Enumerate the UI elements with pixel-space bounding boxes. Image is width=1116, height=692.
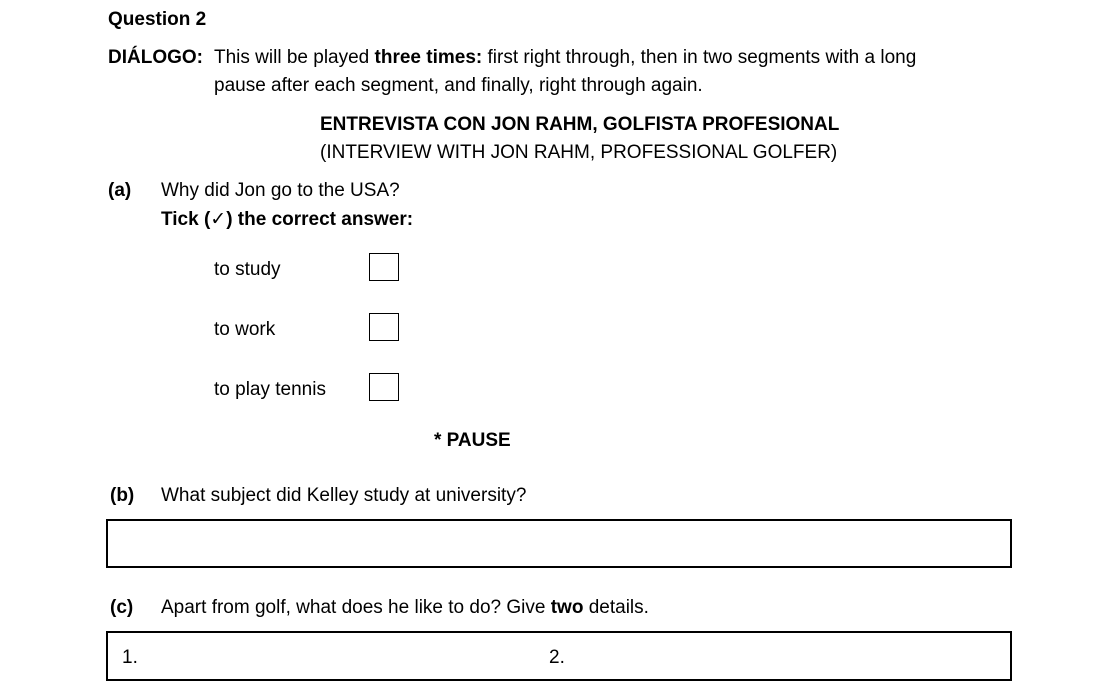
tick-icon: ✓ bbox=[210, 209, 227, 230]
part-c-question-bold: two bbox=[550, 597, 584, 618]
part-b-answer-box[interactable] bbox=[106, 519, 1012, 568]
part-c-question-b: details. bbox=[583, 597, 649, 618]
dialogo-instruction-line1 bbox=[214, 47, 916, 69]
option-label: to study bbox=[214, 259, 281, 280]
dialogo-text-b: first right through, then in two segments with a long bbox=[482, 47, 917, 68]
part-c-label: (c) bbox=[110, 597, 134, 618]
instruction-text-a: Tick ( bbox=[161, 209, 211, 230]
dialogo-text-a: This will be played bbox=[214, 47, 375, 68]
part-c-answer-box[interactable] bbox=[106, 631, 1012, 681]
part-a-instruction bbox=[161, 208, 413, 231]
answer-2-label: 2. bbox=[549, 647, 565, 668]
part-b-question: What subject did Kelley study at university? bbox=[161, 485, 527, 506]
part-a-label: (a) bbox=[108, 180, 132, 201]
pause-marker: * PAUSE bbox=[434, 430, 511, 451]
dialogo-label: DIÁLOGO: bbox=[108, 47, 203, 68]
interview-heading-spanish: ENTREVISTA CON JON RAHM, GOLFISTA PROFESIONAL bbox=[320, 114, 840, 135]
dialogo-instruction-line2: pause after each segment, and finally, right through again. bbox=[214, 75, 703, 96]
option-checkbox[interactable] bbox=[369, 373, 399, 401]
question-title: Question 2 bbox=[108, 9, 207, 30]
part-c-question-a: Apart from golf, what does he like to do? Give bbox=[161, 597, 551, 618]
instruction-text-b: ) the correct answer: bbox=[226, 209, 414, 230]
part-b-label: (b) bbox=[110, 485, 135, 506]
part-a-question: Why did Jon go to the USA? bbox=[161, 180, 400, 201]
option-checkbox[interactable] bbox=[369, 313, 399, 341]
option-label: to play tennis bbox=[214, 379, 326, 400]
option-checkbox[interactable] bbox=[369, 253, 399, 281]
part-c-question bbox=[161, 597, 649, 619]
option-label: to work bbox=[214, 319, 276, 340]
interview-heading-english: (INTERVIEW WITH JON RAHM, PROFESSIONAL GOLFER) bbox=[320, 142, 838, 163]
answer-1-label: 1. bbox=[122, 647, 138, 668]
dialogo-text-bold: three times: bbox=[374, 47, 483, 68]
